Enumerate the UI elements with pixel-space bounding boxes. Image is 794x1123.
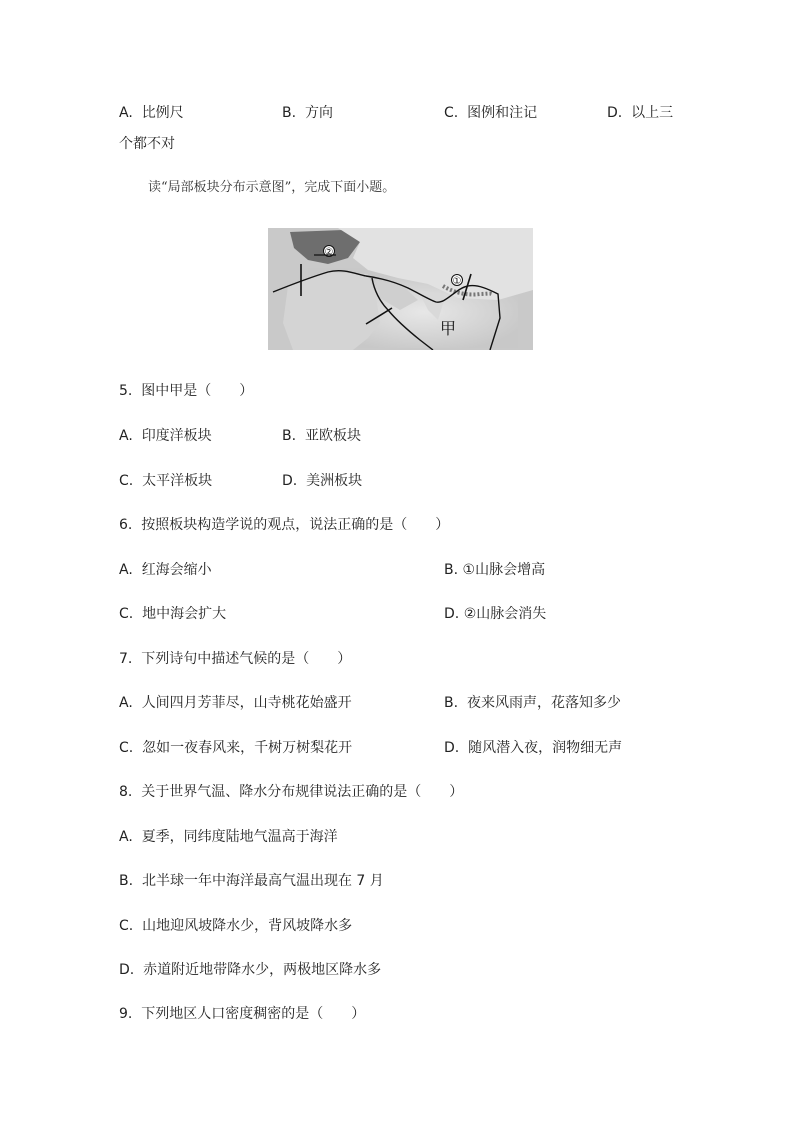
option-text: 比例尺 [141, 105, 184, 121]
q5-option-c [119, 471, 212, 491]
option-text: 夏季，同纬度陆地气温高于海洋 [141, 829, 338, 845]
q5-option-a [119, 426, 212, 446]
question-number: 8. [119, 784, 133, 800]
option-text: 印度洋板块 [141, 428, 212, 444]
option-label: A. [119, 562, 133, 578]
option-text: ①山脉会增高 [462, 562, 546, 578]
option-label: A. [119, 829, 133, 845]
option-label: C. [119, 473, 134, 489]
option-text: 地中海会扩大 [142, 606, 227, 622]
option-d [607, 103, 673, 123]
option-text: 随风潜入夜，润物细无声 [468, 740, 623, 756]
option-c [444, 103, 537, 123]
question-7 [119, 649, 351, 669]
question-number: 5. [119, 383, 133, 399]
question-8 [119, 782, 463, 802]
q7-option-a [119, 693, 352, 713]
q8-option-c [119, 916, 352, 936]
option-text: 美洲板块 [306, 473, 363, 489]
question-stem: 按照板块构造学说的观点，说法正确的是（ ） [141, 517, 450, 533]
option-text: 以上三 [631, 105, 674, 121]
option-label: B. [282, 428, 297, 444]
question-6 [119, 515, 449, 535]
question-5 [119, 381, 253, 401]
option-label: B. [444, 562, 459, 578]
option-label: C. [119, 606, 134, 622]
question-stem: 下列地区人口密度稠密的是（ ） [141, 1006, 366, 1022]
option-b [282, 103, 333, 123]
option-label: D. [444, 740, 460, 756]
option-text: 太平洋板块 [142, 473, 213, 489]
question-stem: 关于世界气温、降水分布规律说法正确的是（ ） [141, 784, 464, 800]
option-text: 方向 [304, 105, 333, 121]
option-label: A. [119, 428, 133, 444]
q6-option-d [444, 604, 546, 624]
option-text: 图例和注记 [467, 105, 538, 121]
option-label: C. [119, 918, 134, 934]
option-label: A. [119, 105, 133, 121]
option-a [119, 103, 184, 123]
option-text: 红海会缩小 [141, 562, 212, 578]
q6-option-a [119, 560, 212, 580]
q7-option-b [444, 693, 621, 713]
option-label: A. [119, 695, 133, 711]
plate-map-figure [268, 228, 533, 350]
option-label: D. [282, 473, 298, 489]
option-text: 北半球一年中海洋最高气温出现在 7 月 [141, 873, 384, 889]
option-label: D. [119, 962, 135, 978]
option-label: D. [444, 606, 460, 622]
option-label: B. [282, 105, 297, 121]
q7-option-d [444, 738, 622, 758]
option-text: 忽如一夜春风来，千树万树梨花开 [142, 740, 353, 756]
question-number: 6. [119, 517, 133, 533]
q6-option-b [444, 560, 545, 580]
option-label: B. [119, 873, 134, 889]
option-d-continuation: 个都不对 [119, 136, 175, 152]
marker-2: ② [324, 247, 334, 258]
option-text: 亚欧板块 [304, 428, 361, 444]
q6-option-c [119, 604, 226, 624]
q8-option-d [119, 960, 381, 980]
q8-option-b [119, 871, 384, 891]
option-label: D. [607, 105, 623, 121]
q7-option-c [119, 738, 352, 758]
plate-map [268, 228, 533, 350]
option-text: ②山脉会消失 [463, 606, 547, 622]
question-stem: 下列诗句中描述气候的是（ ） [141, 651, 352, 667]
q5-option-b [282, 426, 361, 446]
q8-option-a [119, 827, 338, 847]
reading-passage: 读“局部板块分布示意图”，完成下面小题。 [148, 180, 396, 195]
question-9 [119, 1004, 365, 1024]
plate-label-jia: 甲 [440, 319, 457, 338]
question-stem: 图中甲是（ ） [141, 383, 254, 399]
option-label: B. [444, 695, 459, 711]
question-number: 9. [119, 1006, 133, 1022]
option-label: C. [444, 105, 459, 121]
q5-option-d [282, 471, 362, 491]
map-africa [283, 272, 380, 350]
marker-1: ① [452, 276, 462, 287]
option-text: 夜来风雨声，花落知多少 [466, 695, 621, 711]
option-label: C. [119, 740, 134, 756]
option-text: 人间四月芳菲尽，山寺桃花始盛开 [141, 695, 352, 711]
question-number: 7. [119, 651, 133, 667]
option-text: 赤道附近地带降水少，两极地区降水多 [143, 962, 382, 978]
option-text: 山地迎风坡降水少，背风坡降水多 [142, 918, 353, 934]
